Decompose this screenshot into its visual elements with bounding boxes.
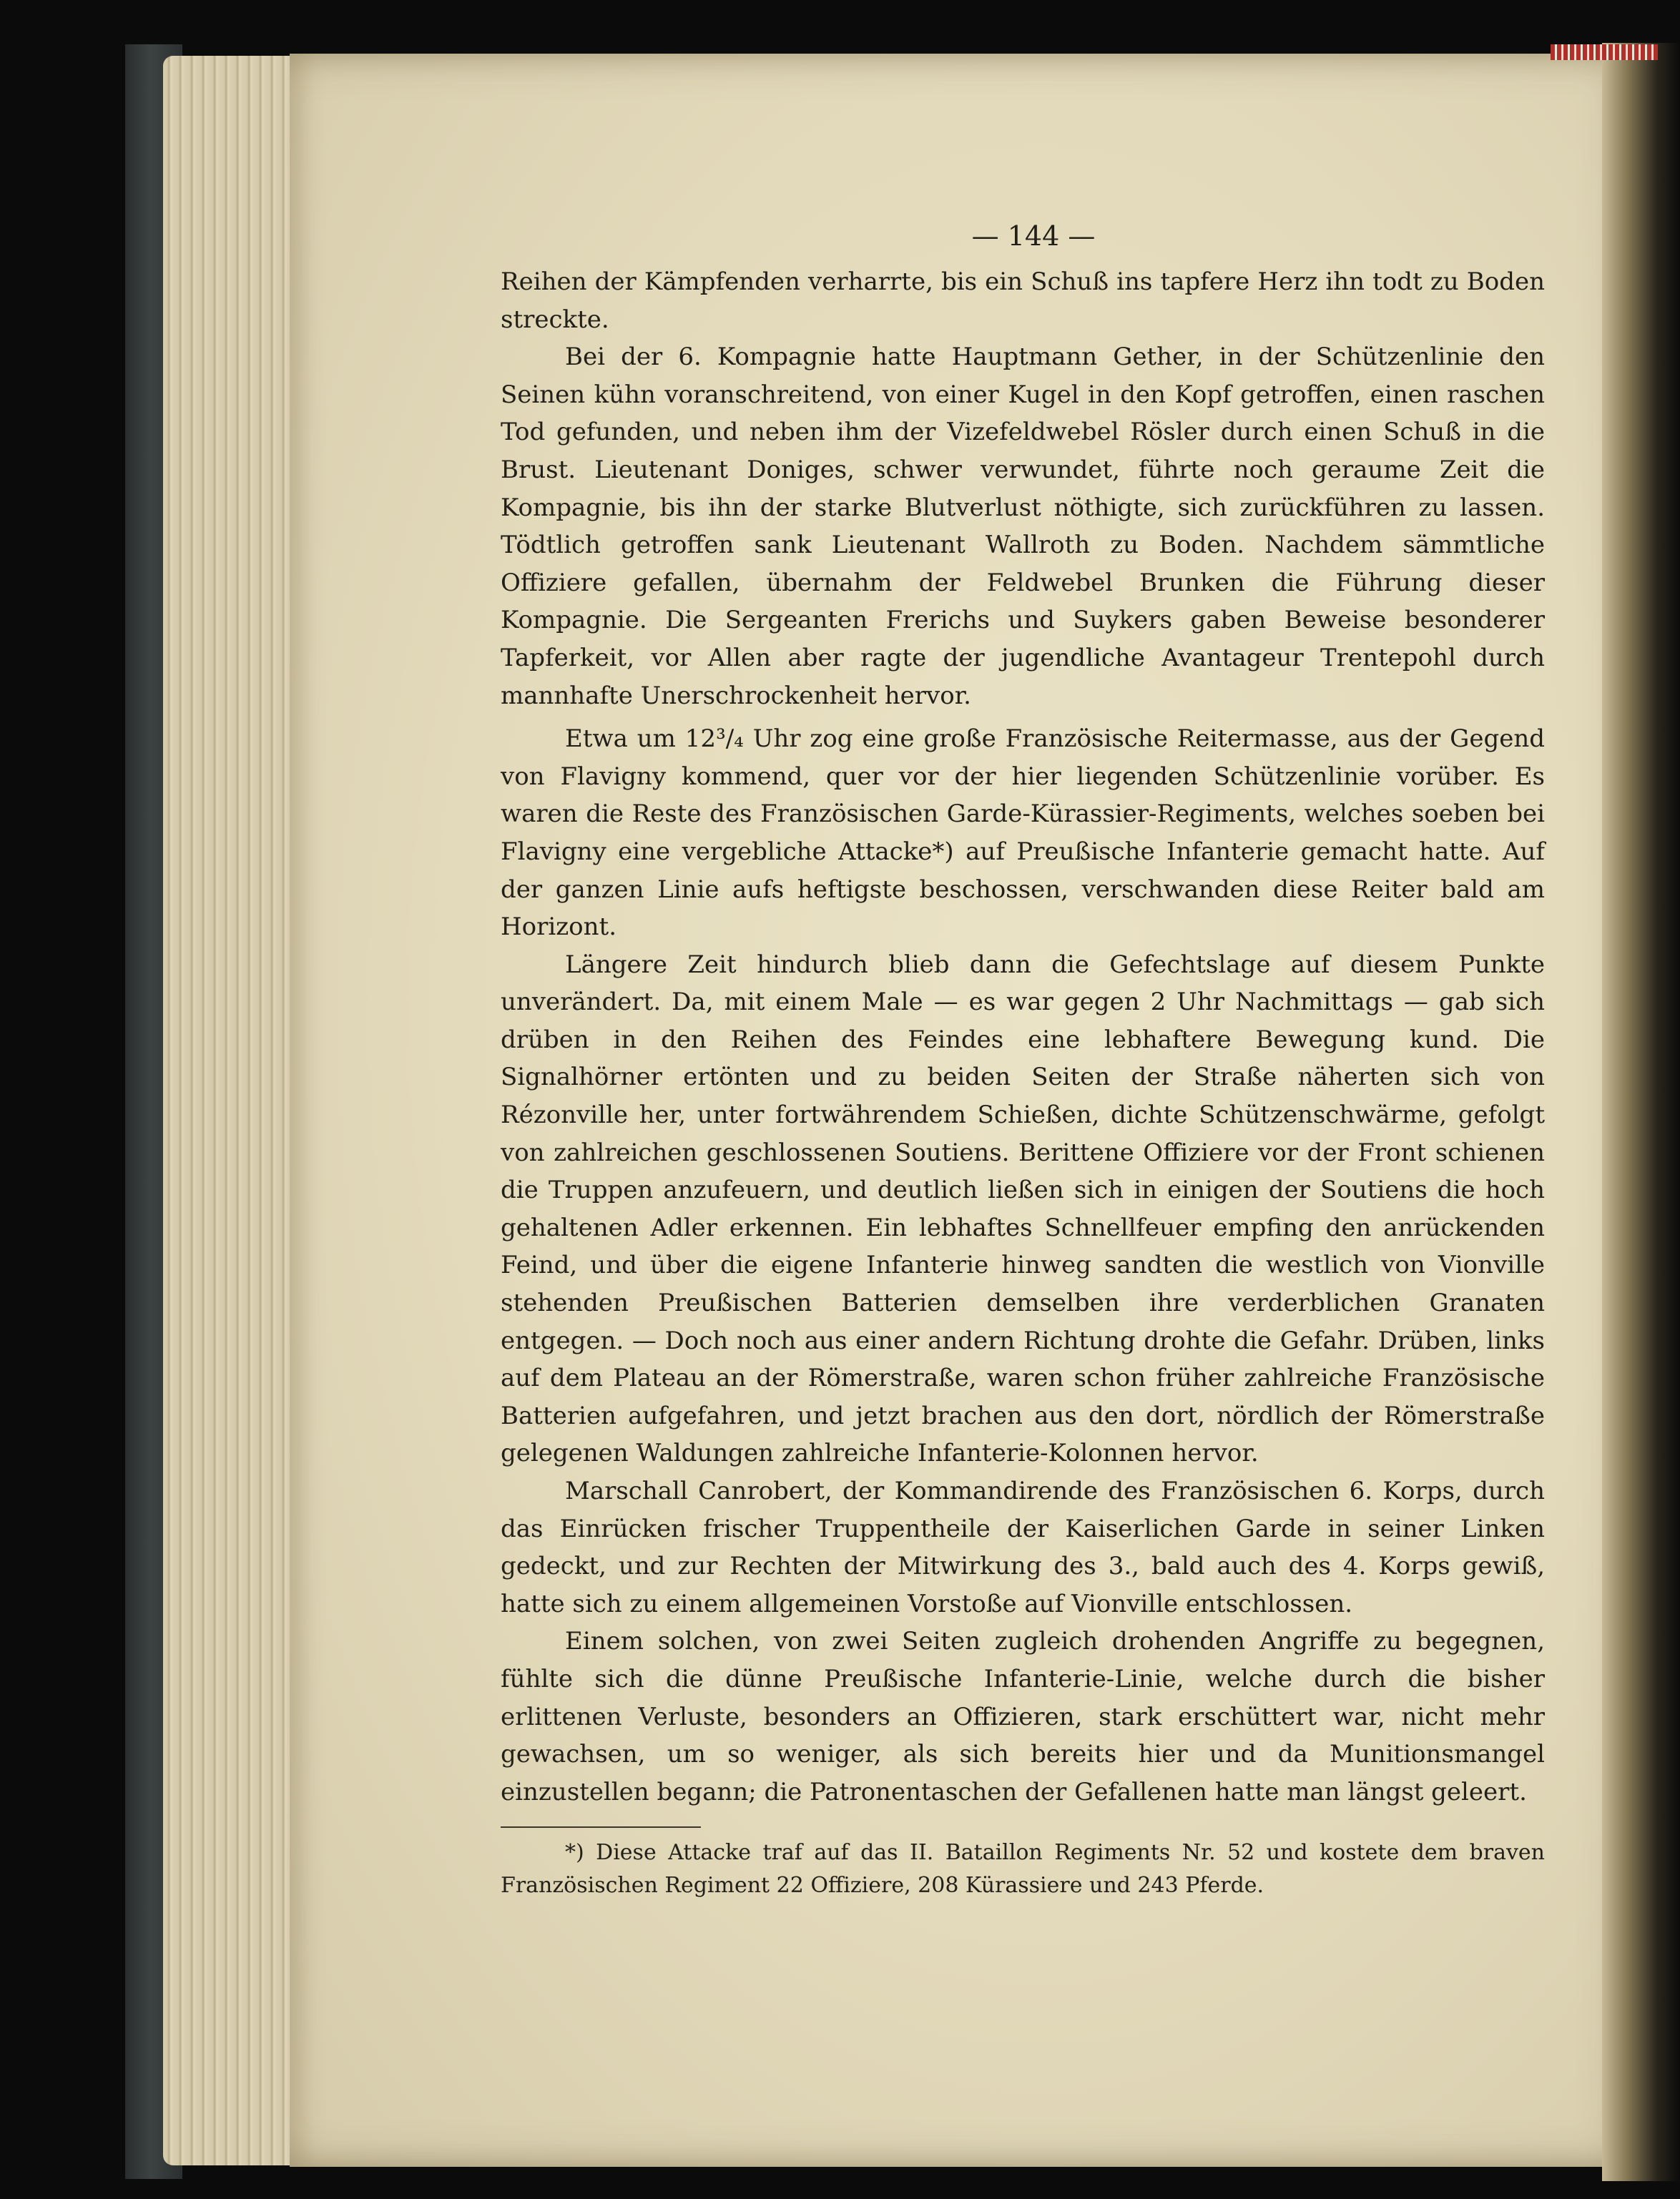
paragraph: Marschall Canrobert, der Kommandirende des Französischen 6. Korps, durch das Einrücken frischer Truppentheile der Kaiserlichen Garde in seiner Linken gedeckt, und zur Rechten der Mitwirkung des 3., bald auch des 4. Korps gewiß, hatte sich zu einem allgemeinen Vorstoße auf Vionville entschlossen. <box>501 1477 1545 1618</box>
page-edges <box>163 56 306 2165</box>
footnote-divider <box>501 1826 701 1828</box>
paragraph-continuation: Reihen der Kämpfenden verharrte, bis ein Schuß ins tapfere Herz ihn todt zu Boden streckte. <box>501 267 1545 334</box>
book-gutter <box>1602 43 1680 2181</box>
paragraph: Einem solchen, von zwei Seiten zugleich drohenden Angriffe zu begegnen, fühlte sich die dünne Preußische Infanterie-Linie, welche durch die bisher erlittenen Verluste, besonders an Offizieren, stark erschüttert war, nicht mehr gewachsen, um so weniger, als sich bereits hier und da Munitionsmangel einzustellen begann; die Patronentaschen der Gefallenen hatte man längst geleert. <box>501 1627 1545 1806</box>
page-number: — 144 — <box>971 220 1096 252</box>
paragraph: Bei der 6. Kompagnie hatte Hauptmann Gether, in der Schützenlinie den Seinen kühn voranschreitend, von einer Kugel in den Kopf getroffen, einen raschen Tod gefunden, und neben ihm der Vizefeldwebel Rösler durch einen Schuß in die Brust. Lieutenant Doniges, schwer verwundet, führte noch geraume Zeit die Kompagnie, bis ihn der starke Blutverlust nöthigte, sich zurückführen zu lassen. Tödtlich getroffen sank Lieutenant Wallroth zu Boden. Nachdem sämmtliche Offiziere gefallen, übernahm der Feldwebel Brunken die Führung dieser Kompagnie. Die Sergeanten Frerichs und Suykers gaben Beweise besonderer Tapferkeit, vor Allen aber ragte der jugendliche Avantageur Trentepohl durch mannhafte Unerschrockenheit hervor. <box>501 343 1545 710</box>
paragraph: Etwa um 12³/₄ Uhr zog eine große Französische Reitermasse, aus der Gegend von Flavigny kommend, quer vor der hier liegenden Schützenlinie vorüber. Es waren die Reste des Französischen Garde-Kürassier-Regiments, welches soeben bei Flavigny eine vergebliche Attacke*) auf Preußische Infanterie gemacht hatte. Auf der ganzen Linie aufs heftigste beschossen, verschwanden diese Reiter bald am Horizont. <box>501 724 1545 942</box>
paragraph: Längere Zeit hindurch blieb dann die Gefechtslage auf diesem Punkte unverändert. Da, mit einem Male — es war gegen 2 Uhr Nachmittags — gab sich drüben in den Reihen des Feindes eine lebhaftere Bewegung kund. Die Signalhörner ertönten und zu beiden Seiten der Straße näherten sich von Rézonville her, unter fortwährendem Schießen, dichte Schützenschwärme, gefolgt von zahlreichen geschlossenen Soutiens. Berittene Offiziere vor der Front schienen die Truppen anzufeuern, und deutlich ließen sich in einigen der Soutiens die hoch gehaltenen Adler erkennen. Ein lebhaftes Schnellfeuer empfing den anrückenden Feind, und über die eigene Infanterie hinweg sandten die westlich von Vionville stehenden Preußischen Batterien demselben ihre verderblichen Granaten entgegen. — Doch noch aus einer andern Richtung drohte die Gefahr. Drüben, links auf dem Plateau an der Römerstraße, waren schon früher zahlreiche Französische Batterien aufgefahren, und jetzt brachen aus den dort, nördlich der Römerstraße gelegenen Waldungen zahlreiche Infanterie-Kolonnen hervor. <box>501 950 1545 1468</box>
text-block <box>501 215 1545 1902</box>
footnote: *) Diese Attacke traf auf das II. Bataillon Regiments Nr. 52 und kostete dem braven Französischen Regiment 22 Offiziere, 208 Kürassiere und 243 Pferde. <box>501 1840 1545 1899</box>
bookmark-ribbon <box>1551 44 1658 60</box>
